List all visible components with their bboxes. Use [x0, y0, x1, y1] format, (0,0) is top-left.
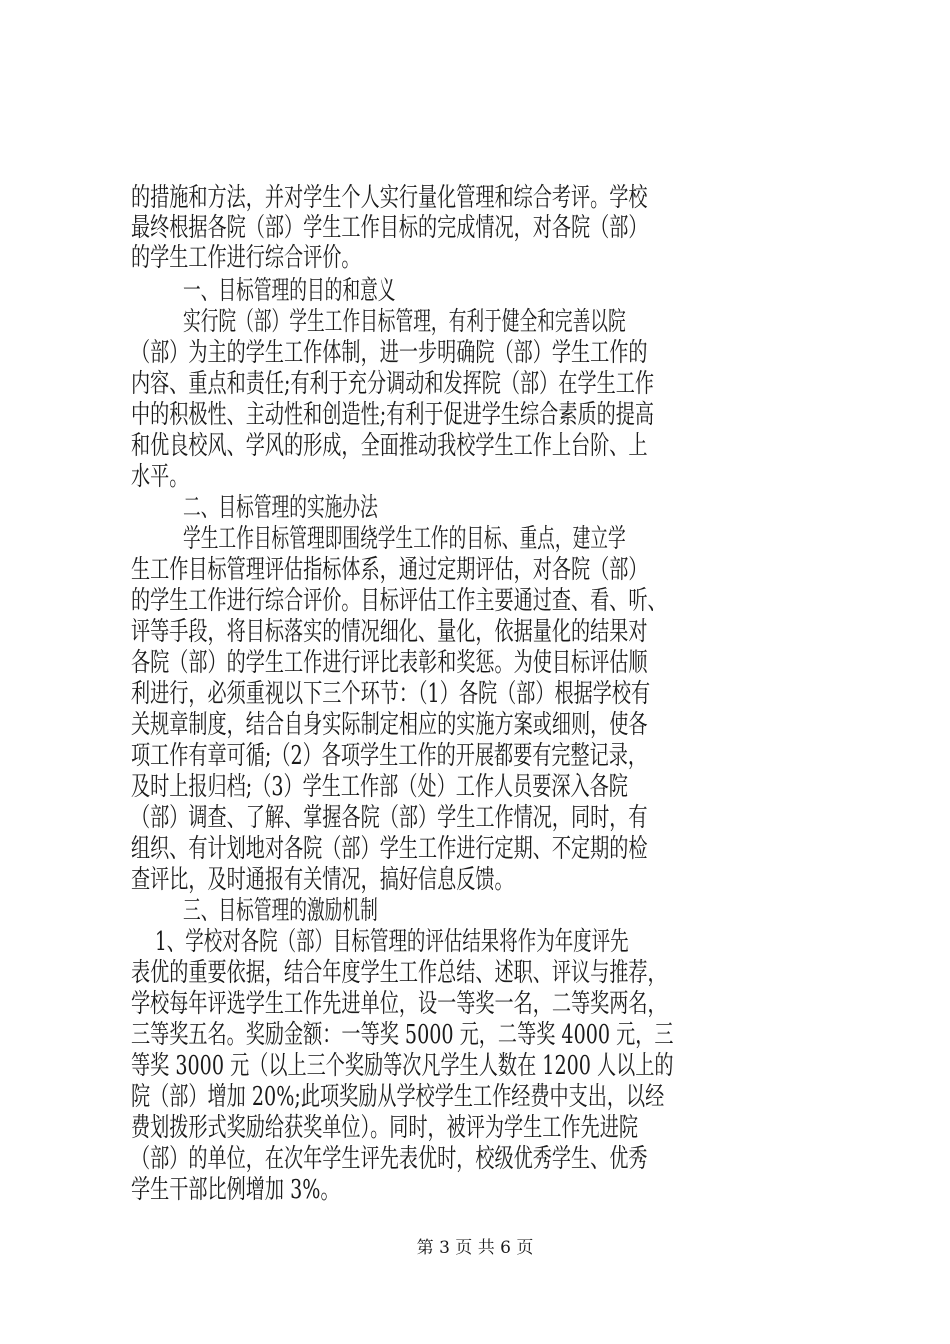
text-line: 费划拨形式奖励给获奖单位）。同时，被评为学生工作先进院 [131, 1113, 638, 1143]
text-line: 内容、重点和责任;有利于充分调动和发挥院（部）在学生工作 [131, 369, 654, 399]
text-line: 一、目标管理的目的和意义 [183, 276, 396, 306]
text-line: 生工作目标管理评估指标体系，通过定期评估，对各院（部） [131, 555, 648, 585]
page-footer: 第 3 页 共 6 页 [416, 1238, 534, 1258]
text-line: 的学生工作进行综合评价。 [131, 243, 361, 273]
text-line: 实行院（部）学生工作目标管理，有利于健全和完善以院 [183, 307, 626, 337]
text-line: 中的积极性、主动性和创造性;有利于促进学生综合素质的提高 [131, 400, 654, 430]
text-line: 及时上报归档;（3）学生工作部（处）工作人员要深入各院 [131, 772, 628, 802]
text-line: 学生干部比例增加 3%。 [131, 1175, 340, 1205]
text-line: （部）的单位，在次年学生评先表优时，校级优秀学生、优秀 [131, 1144, 648, 1174]
text-line: （部）为主的学生工作体制，进一步明确院（部）学生工作的 [131, 338, 648, 368]
text-line: 最终根据各院（部）学生工作目标的完成情况，对各院（部） [131, 213, 648, 243]
text-line: 表优的重要依据，结合年度学生工作总结、述职、评议与推荐， [131, 958, 667, 988]
text-line: 的学生工作进行综合评价。目标评估工作主要通过查、看、听、 [131, 586, 667, 616]
text-line: 组织、有计划地对各院（部）学生工作进行定期、不定期的检 [131, 834, 648, 864]
text-line: 和优良校风、学风的形成，全面推动我校学生工作上台阶、上 [131, 431, 648, 461]
text-line: 利进行，必须重视以下三个环节：（1）各院（部）根据学校有 [131, 679, 651, 709]
text-line: 各院（部）的学生工作进行评比表彰和奖惩。为使目标评估顺 [131, 648, 648, 678]
text-line: 项工作有章可循;（2）各项学生工作的开展都要有完整记录， [131, 741, 648, 771]
text-line: 查评比，及时通报有关情况，搞好信息反馈。 [131, 865, 514, 895]
text-line: （部）调查、了解、掌握各院（部）学生工作情况，同时，有 [131, 803, 648, 833]
text-line: 三、目标管理的激励机制 [183, 896, 378, 926]
text-line: 学生工作目标管理即围绕学生工作的目标、重点，建立学 [183, 524, 626, 554]
text-line: 1、学校对各院（部）目标管理的评估结果将作为年度评先 [155, 927, 629, 957]
text-line: 学校每年评选学生工作先进单位，设一等奖一名，二等奖两名， [131, 989, 667, 1019]
text-line: 水平。 [131, 462, 189, 492]
text-line: 关规章制度，结合自身实际制定相应的实施方案或细则，使各 [131, 710, 648, 740]
text-line: 院（部）增加 20%;此项奖励从学校学生工作经费中支出，以经 [131, 1082, 665, 1112]
text-line: 的措施和方法，并对学生个人实行量化管理和综合考评。学校 [131, 183, 648, 213]
text-line: 等奖 3000 元（以上三个奖励等次凡学生人数在 1200 人以上的 [131, 1051, 674, 1081]
text-line: 评等手段，将目标落实的情况细化、量化，依据量化的结果对 [131, 617, 648, 647]
text-line: 二、目标管理的实施办法 [183, 493, 378, 523]
text-line: 三等奖五名。奖励金额：一等奖 5000 元，二等奖 4000 元，三 [131, 1020, 674, 1050]
